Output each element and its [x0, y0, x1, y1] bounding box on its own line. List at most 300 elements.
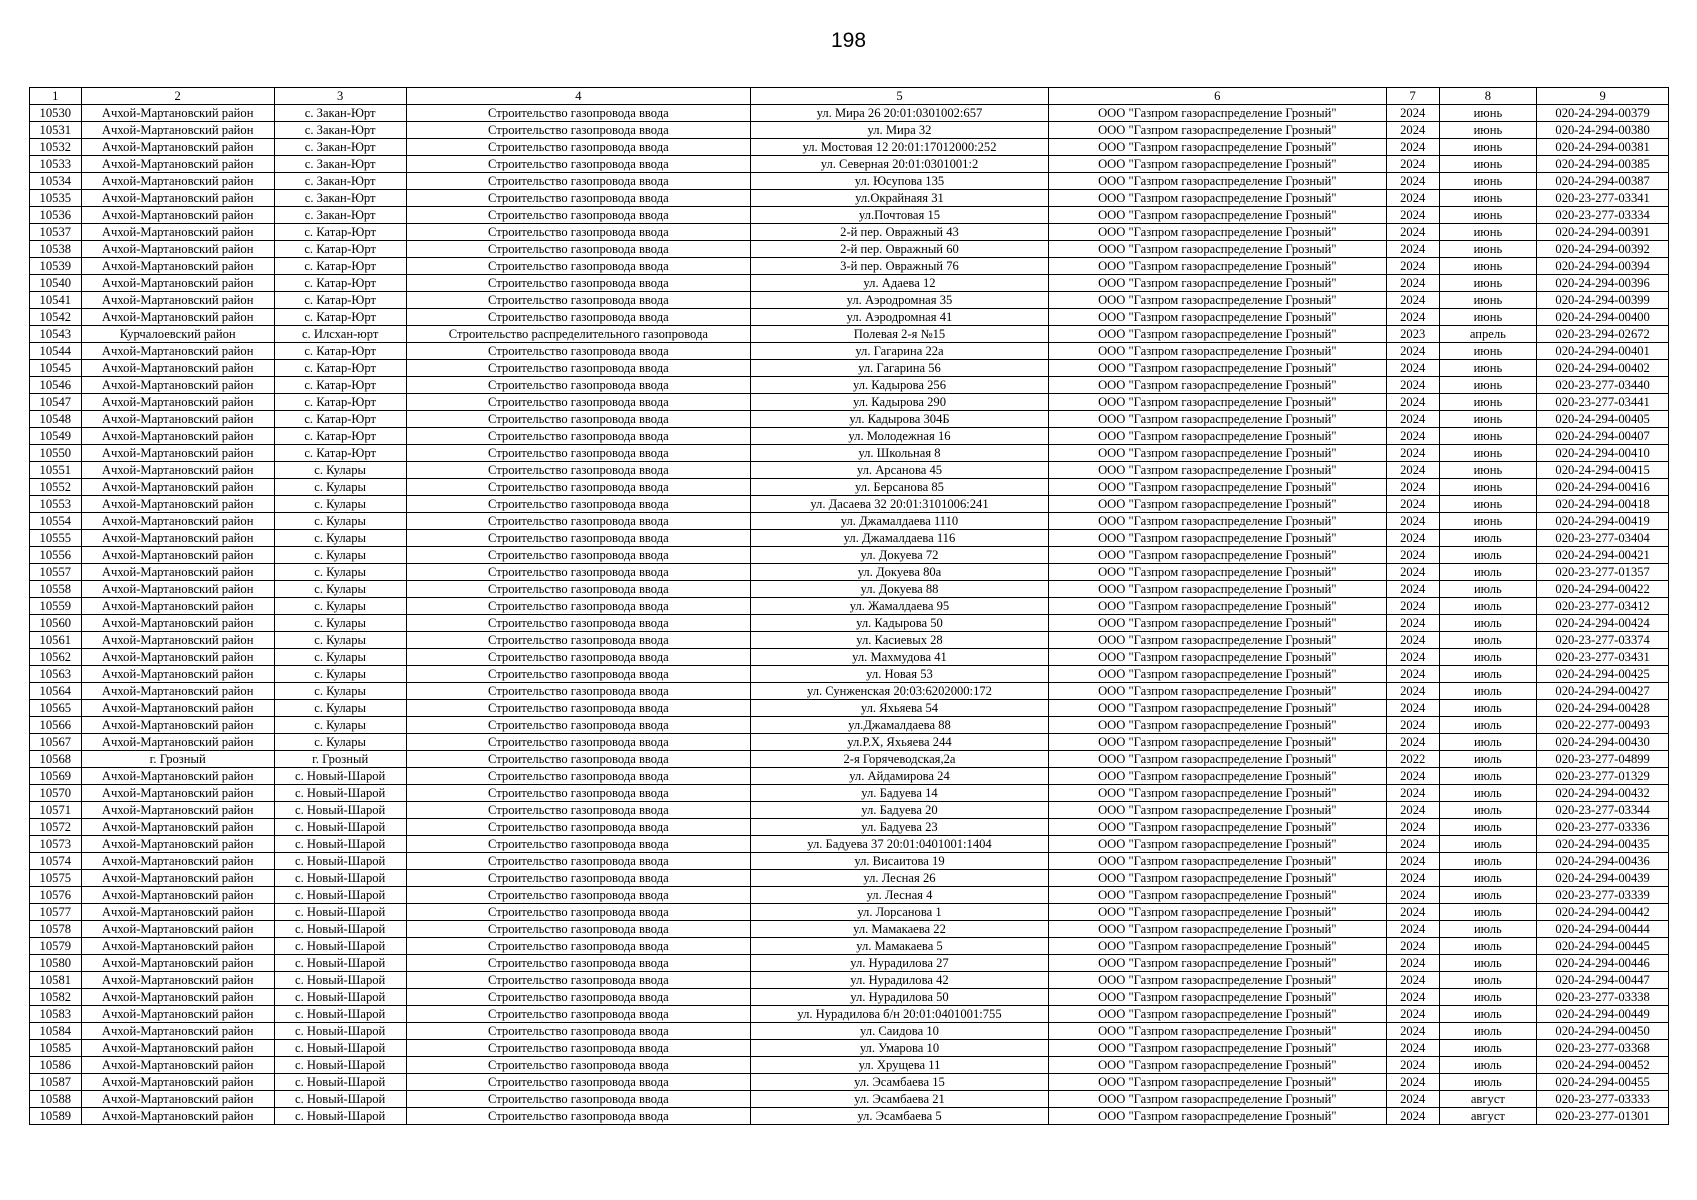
month-cell: июнь: [1439, 156, 1537, 173]
address-cell: ул. Сунженская 20:03:6202000:172: [751, 683, 1049, 700]
district-cell: Ачхой-Мартановский район: [81, 717, 274, 734]
registry-code-cell: 020-23-277-03441: [1537, 394, 1669, 411]
address-cell: ул. Саидова 10: [751, 1023, 1049, 1040]
table-row: [30, 836, 1669, 853]
month-cell: июнь: [1439, 377, 1537, 394]
row-number-cell: 10564: [30, 683, 82, 700]
settlement-cell: с. Кулары: [274, 666, 406, 683]
table-row: [30, 207, 1669, 224]
address-cell: ул. Джамалдаева 1110: [751, 513, 1049, 530]
district-cell: Ачхой-Мартановский район: [81, 445, 274, 462]
row-number-cell: 10571: [30, 802, 82, 819]
settlement-cell: с. Катар-Юрт: [274, 275, 406, 292]
settlement-cell: с. Новый-Шарой: [274, 972, 406, 989]
year-cell: 2024: [1386, 1023, 1439, 1040]
address-cell: ул. Северная 20:01:0301001:2: [751, 156, 1049, 173]
year-cell: 2024: [1386, 853, 1439, 870]
year-cell: 2024: [1386, 547, 1439, 564]
month-cell: июнь: [1439, 122, 1537, 139]
table-row: [30, 343, 1669, 360]
organization-cell: ООО "Газпром газораспределение Грозный": [1048, 173, 1386, 190]
row-number-cell: 10587: [30, 1074, 82, 1091]
year-cell: 2024: [1386, 938, 1439, 955]
registry-code-cell: 020-24-294-00442: [1537, 904, 1669, 921]
table-row: [30, 666, 1669, 683]
row-number-cell: 10586: [30, 1057, 82, 1074]
month-cell: июнь: [1439, 207, 1537, 224]
row-number-cell: 10538: [30, 241, 82, 258]
month-cell: июль: [1439, 768, 1537, 785]
district-cell: Ачхой-Мартановский район: [81, 1023, 274, 1040]
work-type-cell: Строительство газопровода ввода: [406, 1057, 751, 1074]
year-cell: 2024: [1386, 462, 1439, 479]
registry-code-cell: 020-24-294-00396: [1537, 275, 1669, 292]
address-cell: ул. Висаитова 19: [751, 853, 1049, 870]
address-cell: ул. Бадуева 37 20:01:0401001:1404: [751, 836, 1049, 853]
address-cell: ул. Лесная 4: [751, 887, 1049, 904]
work-type-cell: Строительство газопровода ввода: [406, 717, 751, 734]
work-type-cell: Строительство распределительного газопровода: [406, 326, 751, 343]
settlement-cell: с. Катар-Юрт: [274, 292, 406, 309]
organization-cell: ООО "Газпром газораспределение Грозный": [1048, 122, 1386, 139]
table-row: [30, 547, 1669, 564]
row-number-cell: 10574: [30, 853, 82, 870]
district-cell: Ачхой-Мартановский район: [81, 513, 274, 530]
organization-cell: ООО "Газпром газораспределение Грозный": [1048, 734, 1386, 751]
registry-code-cell: 020-24-294-00428: [1537, 700, 1669, 717]
settlement-cell: с. Новый-Шарой: [274, 1023, 406, 1040]
district-cell: Ачхой-Мартановский район: [81, 292, 274, 309]
work-type-cell: Строительство газопровода ввода: [406, 1108, 751, 1125]
work-type-cell: Строительство газопровода ввода: [406, 309, 751, 326]
table-row: [30, 751, 1669, 768]
settlement-cell: с. Закан-Юрт: [274, 207, 406, 224]
address-cell: ул. Докуева 88: [751, 581, 1049, 598]
settlement-cell: с. Закан-Юрт: [274, 156, 406, 173]
district-cell: Ачхой-Мартановский район: [81, 1040, 274, 1057]
work-type-cell: Строительство газопровода ввода: [406, 564, 751, 581]
district-cell: Ачхой-Мартановский район: [81, 394, 274, 411]
registry-code-cell: 020-24-294-00380: [1537, 122, 1669, 139]
district-cell: Ачхой-Мартановский район: [81, 632, 274, 649]
address-cell: ул. Кадырова 256: [751, 377, 1049, 394]
row-number-cell: 10569: [30, 768, 82, 785]
district-cell: Ачхой-Мартановский район: [81, 581, 274, 598]
work-type-cell: Строительство газопровода ввода: [406, 530, 751, 547]
table-row: [30, 615, 1669, 632]
table-row: [30, 972, 1669, 989]
work-type-cell: Строительство газопровода ввода: [406, 819, 751, 836]
year-cell: 2024: [1386, 683, 1439, 700]
year-cell: 2024: [1386, 224, 1439, 241]
district-cell: Ачхой-Мартановский район: [81, 819, 274, 836]
registry-code-cell: 020-23-277-03412: [1537, 598, 1669, 615]
address-cell: 2-я Горячеводская,2а: [751, 751, 1049, 768]
row-number-cell: 10579: [30, 938, 82, 955]
settlement-cell: с. Новый-Шарой: [274, 1057, 406, 1074]
district-cell: Ачхой-Мартановский район: [81, 1074, 274, 1091]
settlement-cell: с. Кулары: [274, 649, 406, 666]
year-cell: 2024: [1386, 615, 1439, 632]
table-row: [30, 139, 1669, 156]
year-cell: 2024: [1386, 1040, 1439, 1057]
settlement-cell: с. Катар-Юрт: [274, 309, 406, 326]
row-number-cell: 10534: [30, 173, 82, 190]
row-number-cell: 10532: [30, 139, 82, 156]
work-type-cell: Строительство газопровода ввода: [406, 904, 751, 921]
organization-cell: ООО "Газпром газораспределение Грозный": [1048, 1074, 1386, 1091]
row-number-cell: 10545: [30, 360, 82, 377]
district-cell: Ачхой-Мартановский район: [81, 411, 274, 428]
address-cell: ул. Касиевых 28: [751, 632, 1049, 649]
work-type-cell: Строительство газопровода ввода: [406, 139, 751, 156]
table-row: [30, 802, 1669, 819]
registry-code-cell: 020-24-294-00449: [1537, 1006, 1669, 1023]
settlement-cell: с. Кулары: [274, 717, 406, 734]
month-cell: июнь: [1439, 360, 1537, 377]
settlement-cell: с. Новый-Шарой: [274, 836, 406, 853]
table-row: [30, 190, 1669, 207]
settlement-cell: с. Катар-Юрт: [274, 411, 406, 428]
work-type-cell: Строительство газопровода ввода: [406, 955, 751, 972]
work-type-cell: Строительство газопровода ввода: [406, 581, 751, 598]
work-type-cell: Строительство газопровода ввода: [406, 258, 751, 275]
settlement-cell: с. Кулары: [274, 598, 406, 615]
row-number-cell: 10561: [30, 632, 82, 649]
table-row: [30, 887, 1669, 904]
registry-code-cell: 020-24-294-00407: [1537, 428, 1669, 445]
row-number-cell: 10530: [30, 105, 82, 122]
table-row: [30, 819, 1669, 836]
address-cell: ул. Гагарина 22а: [751, 343, 1049, 360]
organization-cell: ООО "Газпром газораспределение Грозный": [1048, 292, 1386, 309]
month-cell: июль: [1439, 989, 1537, 1006]
registry-code-cell: 020-23-277-03336: [1537, 819, 1669, 836]
year-cell: 2024: [1386, 309, 1439, 326]
district-cell: Курчалоевский район: [81, 326, 274, 343]
work-type-cell: Строительство газопровода ввода: [406, 734, 751, 751]
address-cell: ул. Кадырова 290: [751, 394, 1049, 411]
settlement-cell: с. Катар-Юрт: [274, 224, 406, 241]
registry-code-cell: 020-23-277-01301: [1537, 1108, 1669, 1125]
address-cell: ул. Докуева 80а: [751, 564, 1049, 581]
work-type-cell: Строительство газопровода ввода: [406, 377, 751, 394]
table-row: [30, 445, 1669, 462]
organization-cell: ООО "Газпром газораспределение Грозный": [1048, 700, 1386, 717]
table-row: [30, 683, 1669, 700]
year-cell: 2024: [1386, 1074, 1439, 1091]
month-cell: июль: [1439, 717, 1537, 734]
district-cell: Ачхой-Мартановский район: [81, 768, 274, 785]
month-cell: июль: [1439, 751, 1537, 768]
year-cell: 2024: [1386, 377, 1439, 394]
registry-code-cell: 020-24-294-00450: [1537, 1023, 1669, 1040]
address-cell: ул. Мамакаева 5: [751, 938, 1049, 955]
table-row: [30, 853, 1669, 870]
month-cell: июль: [1439, 955, 1537, 972]
work-type-cell: Строительство газопровода ввода: [406, 632, 751, 649]
work-type-cell: Строительство газопровода ввода: [406, 1040, 751, 1057]
organization-cell: ООО "Газпром газораспределение Грозный": [1048, 258, 1386, 275]
organization-cell: ООО "Газпром газораспределение Грозный": [1048, 377, 1386, 394]
row-number-cell: 10551: [30, 462, 82, 479]
table-row: [30, 292, 1669, 309]
row-number-cell: 10557: [30, 564, 82, 581]
registry-table: [29, 87, 1669, 1125]
year-cell: 2024: [1386, 768, 1439, 785]
row-number-cell: 10543: [30, 326, 82, 343]
registry-code-cell: 020-24-294-00392: [1537, 241, 1669, 258]
address-cell: ул. Юсупова 135: [751, 173, 1049, 190]
settlement-cell: с. Закан-Юрт: [274, 173, 406, 190]
district-cell: Ачхой-Мартановский район: [81, 496, 274, 513]
month-cell: июль: [1439, 581, 1537, 598]
month-cell: июль: [1439, 666, 1537, 683]
organization-cell: ООО "Газпром газораспределение Грозный": [1048, 428, 1386, 445]
settlement-cell: с. Кулары: [274, 683, 406, 700]
month-cell: июль: [1439, 870, 1537, 887]
work-type-cell: Строительство газопровода ввода: [406, 275, 751, 292]
month-cell: июнь: [1439, 173, 1537, 190]
registry-code-cell: 020-24-294-00425: [1537, 666, 1669, 683]
settlement-cell: с. Кулары: [274, 547, 406, 564]
table-row: [30, 326, 1669, 343]
row-number-cell: 10589: [30, 1108, 82, 1125]
registry-code-cell: 020-24-294-00422: [1537, 581, 1669, 598]
year-cell: 2024: [1386, 836, 1439, 853]
month-cell: июль: [1439, 887, 1537, 904]
year-cell: 2024: [1386, 360, 1439, 377]
table-row: [30, 734, 1669, 751]
address-cell: ул. Лесная 26: [751, 870, 1049, 887]
work-type-cell: Строительство газопровода ввода: [406, 292, 751, 309]
address-cell: ул. Аэродромная 41: [751, 309, 1049, 326]
district-cell: Ачхой-Мартановский район: [81, 921, 274, 938]
settlement-cell: с. Кулары: [274, 564, 406, 581]
address-cell: ул. Адаева 12: [751, 275, 1049, 292]
work-type-cell: Строительство газопровода ввода: [406, 615, 751, 632]
row-number-cell: 10539: [30, 258, 82, 275]
table-row: [30, 870, 1669, 887]
column-header-1: 1: [30, 88, 82, 105]
month-cell: июнь: [1439, 462, 1537, 479]
registry-code-cell: 020-23-277-01329: [1537, 768, 1669, 785]
month-cell: июль: [1439, 598, 1537, 615]
work-type-cell: Строительство газопровода ввода: [406, 887, 751, 904]
settlement-cell: с. Илсхан-юрт: [274, 326, 406, 343]
address-cell: ул. Бадуева 14: [751, 785, 1049, 802]
row-number-cell: 10544: [30, 343, 82, 360]
year-cell: 2024: [1386, 819, 1439, 836]
settlement-cell: с. Катар-Юрт: [274, 394, 406, 411]
settlement-cell: с. Новый-Шарой: [274, 1108, 406, 1125]
address-cell: ул. Молодежная 16: [751, 428, 1049, 445]
organization-cell: ООО "Газпром газораспределение Грозный": [1048, 394, 1386, 411]
district-cell: Ачхой-Мартановский район: [81, 972, 274, 989]
organization-cell: ООО "Газпром газораспределение Грозный": [1048, 360, 1386, 377]
registry-code-cell: 020-23-277-04899: [1537, 751, 1669, 768]
row-number-cell: 10573: [30, 836, 82, 853]
month-cell: июнь: [1439, 224, 1537, 241]
year-cell: 2024: [1386, 258, 1439, 275]
row-number-cell: 10572: [30, 819, 82, 836]
district-cell: Ачхой-Мартановский район: [81, 615, 274, 632]
settlement-cell: с. Новый-Шарой: [274, 989, 406, 1006]
year-cell: 2024: [1386, 513, 1439, 530]
table-row: [30, 717, 1669, 734]
organization-cell: ООО "Газпром газораспределение Грозный": [1048, 955, 1386, 972]
organization-cell: ООО "Газпром газораспределение Грозный": [1048, 972, 1386, 989]
year-cell: 2024: [1386, 1091, 1439, 1108]
row-number-cell: 10531: [30, 122, 82, 139]
year-cell: 2022: [1386, 751, 1439, 768]
registry-code-cell: 020-24-294-00402: [1537, 360, 1669, 377]
address-cell: ул. Школьная 8: [751, 445, 1049, 462]
work-type-cell: Строительство газопровода ввода: [406, 547, 751, 564]
column-header-4: 4: [406, 88, 751, 105]
table-row: [30, 700, 1669, 717]
organization-cell: ООО "Газпром газораспределение Грозный": [1048, 547, 1386, 564]
month-cell: июль: [1439, 649, 1537, 666]
year-cell: 2024: [1386, 1006, 1439, 1023]
settlement-cell: с. Кулары: [274, 462, 406, 479]
address-cell: ул. Аэродромная 35: [751, 292, 1049, 309]
table-row: [30, 122, 1669, 139]
district-cell: Ачхой-Мартановский район: [81, 428, 274, 445]
settlement-cell: с. Новый-Шарой: [274, 1006, 406, 1023]
settlement-cell: с. Новый-Шарой: [274, 955, 406, 972]
year-cell: 2024: [1386, 632, 1439, 649]
settlement-cell: с. Катар-Юрт: [274, 241, 406, 258]
settlement-cell: с. Закан-Юрт: [274, 122, 406, 139]
organization-cell: ООО "Газпром газораспределение Грозный": [1048, 275, 1386, 292]
column-header-8: 8: [1439, 88, 1537, 105]
organization-cell: ООО "Газпром газораспределение Грозный": [1048, 343, 1386, 360]
district-cell: Ачхой-Мартановский район: [81, 1108, 274, 1125]
month-cell: июнь: [1439, 513, 1537, 530]
year-cell: 2024: [1386, 530, 1439, 547]
organization-cell: ООО "Газпром газораспределение Грозный": [1048, 445, 1386, 462]
registry-code-cell: 020-24-294-00410: [1537, 445, 1669, 462]
organization-cell: ООО "Газпром газораспределение Грозный": [1048, 530, 1386, 547]
settlement-cell: с. Новый-Шарой: [274, 802, 406, 819]
year-cell: 2024: [1386, 564, 1439, 581]
settlement-cell: с. Кулары: [274, 479, 406, 496]
settlement-cell: г. Грозный: [274, 751, 406, 768]
month-cell: июль: [1439, 921, 1537, 938]
work-type-cell: Строительство газопровода ввода: [406, 105, 751, 122]
table-row: [30, 1040, 1669, 1057]
organization-cell: ООО "Газпром газораспределение Грозный": [1048, 513, 1386, 530]
district-cell: Ачхой-Мартановский район: [81, 802, 274, 819]
work-type-cell: Строительство газопровода ввода: [406, 428, 751, 445]
address-cell: ул. Нурадилова 42: [751, 972, 1049, 989]
row-number-cell: 10585: [30, 1040, 82, 1057]
address-cell: ул. Эсамбаева 5: [751, 1108, 1049, 1125]
table-row: [30, 768, 1669, 785]
address-cell: ул. Гагарина 56: [751, 360, 1049, 377]
registry-code-cell: 020-24-294-00452: [1537, 1057, 1669, 1074]
table-row: [30, 241, 1669, 258]
organization-cell: ООО "Газпром газораспределение Грозный": [1048, 581, 1386, 598]
district-cell: Ачхой-Мартановский район: [81, 190, 274, 207]
settlement-cell: с. Новый-Шарой: [274, 870, 406, 887]
month-cell: июль: [1439, 700, 1537, 717]
year-cell: 2024: [1386, 598, 1439, 615]
registry-code-cell: 020-23-277-03431: [1537, 649, 1669, 666]
work-type-cell: Строительство газопровода ввода: [406, 513, 751, 530]
row-number-cell: 10552: [30, 479, 82, 496]
organization-cell: ООО "Газпром газораспределение Грозный": [1048, 190, 1386, 207]
year-cell: 2024: [1386, 904, 1439, 921]
row-number-cell: 10562: [30, 649, 82, 666]
month-cell: июль: [1439, 1040, 1537, 1057]
row-number-cell: 10540: [30, 275, 82, 292]
row-number-cell: 10542: [30, 309, 82, 326]
table-row: [30, 632, 1669, 649]
row-number-cell: 10556: [30, 547, 82, 564]
column-header-7: 7: [1386, 88, 1439, 105]
registry-code-cell: 020-23-277-03341: [1537, 190, 1669, 207]
work-type-cell: Строительство газопровода ввода: [406, 666, 751, 683]
work-type-cell: Строительство газопровода ввода: [406, 598, 751, 615]
registry-code-cell: 020-24-294-00418: [1537, 496, 1669, 513]
registry-code-cell: 020-24-294-00444: [1537, 921, 1669, 938]
row-number-cell: 10588: [30, 1091, 82, 1108]
settlement-cell: с. Катар-Юрт: [274, 258, 406, 275]
row-number-cell: 10580: [30, 955, 82, 972]
year-cell: 2024: [1386, 870, 1439, 887]
registry-code-cell: 020-24-294-00439: [1537, 870, 1669, 887]
month-cell: июнь: [1439, 241, 1537, 258]
work-type-cell: Строительство газопровода ввода: [406, 1006, 751, 1023]
address-cell: ул. Мира 32: [751, 122, 1049, 139]
month-cell: июль: [1439, 734, 1537, 751]
month-cell: июнь: [1439, 411, 1537, 428]
settlement-cell: с. Новый-Шарой: [274, 1074, 406, 1091]
organization-cell: ООО "Газпром газораспределение Грозный": [1048, 649, 1386, 666]
district-cell: Ачхой-Мартановский район: [81, 870, 274, 887]
district-cell: Ачхой-Мартановский район: [81, 105, 274, 122]
table-row: [30, 156, 1669, 173]
organization-cell: ООО "Газпром газораспределение Грозный": [1048, 1108, 1386, 1125]
district-cell: Ачхой-Мартановский район: [81, 377, 274, 394]
work-type-cell: Строительство газопровода ввода: [406, 785, 751, 802]
address-cell: ул. Докуева 72: [751, 547, 1049, 564]
address-cell: ул. Дасаева 32 20:01:3101006:241: [751, 496, 1049, 513]
year-cell: 2024: [1386, 666, 1439, 683]
row-number-cell: 10566: [30, 717, 82, 734]
table-row: [30, 955, 1669, 972]
table-row: [30, 785, 1669, 802]
header-row: [30, 88, 1669, 105]
row-number-cell: 10559: [30, 598, 82, 615]
table-row: [30, 496, 1669, 513]
column-header-9: 9: [1537, 88, 1669, 105]
organization-cell: ООО "Газпром газораспределение Грозный": [1048, 870, 1386, 887]
registry-code-cell: 020-23-294-02672: [1537, 326, 1669, 343]
organization-cell: ООО "Газпром газораспределение Грозный": [1048, 887, 1386, 904]
registry-code-cell: 020-24-294-00435: [1537, 836, 1669, 853]
month-cell: июнь: [1439, 139, 1537, 156]
row-number-cell: 10578: [30, 921, 82, 938]
settlement-cell: с. Кулары: [274, 530, 406, 547]
district-cell: Ачхой-Мартановский район: [81, 343, 274, 360]
work-type-cell: Строительство газопровода ввода: [406, 479, 751, 496]
row-number-cell: 10583: [30, 1006, 82, 1023]
registry-code-cell: 020-24-294-00421: [1537, 547, 1669, 564]
organization-cell: ООО "Газпром газораспределение Грозный": [1048, 598, 1386, 615]
